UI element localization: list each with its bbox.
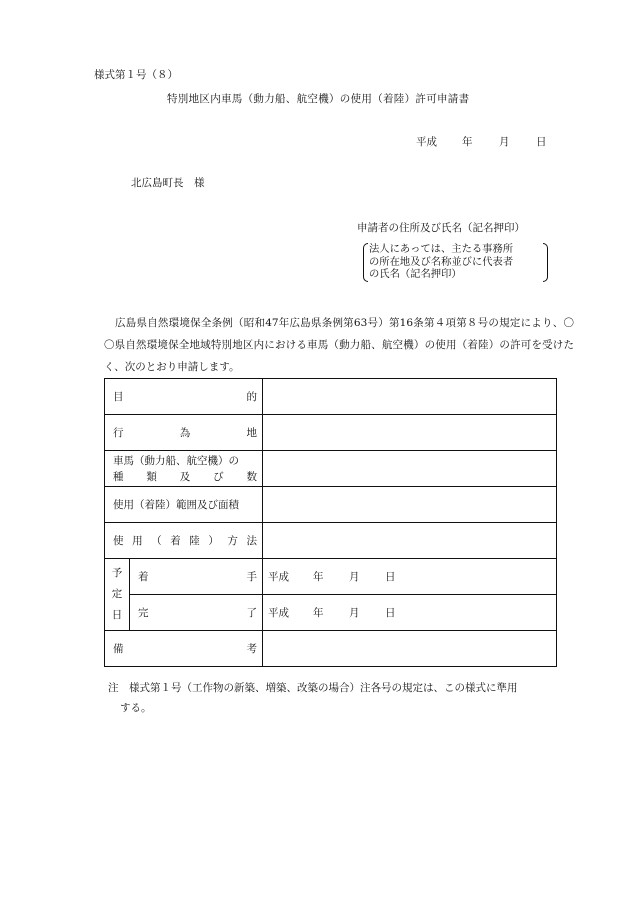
body-text: 広島県自然環境保全条例（昭和47年広島県条例第63号）第16条第４項第８号の規定により、〇〇県自然環境保全地域特別地区内における車馬（動力船、航空機）の使用（着陸）の許可を受けたく、次のとおり申請します。 bbox=[104, 317, 574, 373]
left-bracket bbox=[363, 243, 368, 282]
corporation-note-line: 法人にあっては、主たる事務所 bbox=[369, 243, 514, 255]
finish-date-field[interactable]: 平成 年 月 日 bbox=[263, 595, 557, 631]
usage-area-field[interactable] bbox=[263, 487, 557, 523]
date-era: 平成 bbox=[416, 136, 437, 148]
table-row bbox=[105, 631, 557, 667]
right-bracket bbox=[543, 243, 548, 282]
finish-label: 完 了 bbox=[130, 595, 263, 631]
table-row bbox=[105, 487, 557, 523]
usage-method-field[interactable] bbox=[263, 523, 557, 559]
usage-method-label: 使 用 （ 着 陸 ） 方 法 bbox=[105, 523, 263, 559]
date-month-label: 月 bbox=[499, 136, 510, 148]
table-row bbox=[105, 559, 557, 595]
table-row bbox=[105, 523, 557, 559]
vehicle-type-field[interactable] bbox=[263, 451, 557, 487]
table-row bbox=[105, 595, 557, 631]
application-table bbox=[104, 378, 557, 667]
table-row bbox=[105, 415, 557, 451]
location-label: 行 為 地 bbox=[105, 415, 263, 451]
purpose-label: 目 的 bbox=[105, 379, 263, 415]
application-date bbox=[416, 137, 547, 148]
footnote-line: する。 bbox=[120, 702, 152, 714]
form-number: 様式第１号（８） bbox=[94, 69, 178, 81]
location-field[interactable] bbox=[263, 415, 557, 451]
footnote-line: 注 様式第１号（工作物の新築、増築、改築の場合）注各号の規定は、この様式に準用 bbox=[108, 682, 518, 694]
corporation-note-line: の氏名（記名押印） bbox=[369, 268, 462, 280]
vehicle-type-label: 車馬（動力船、航空機）の 種 類 及 び 数 bbox=[105, 451, 263, 487]
corporation-note bbox=[366, 243, 544, 280]
date-year-label: 年 bbox=[462, 136, 473, 148]
remarks-field[interactable] bbox=[263, 631, 557, 667]
footnote bbox=[108, 678, 578, 718]
start-label: 着 手 bbox=[130, 559, 263, 595]
applicant-label: 申請者の住所及び氏名（記名押印） bbox=[357, 222, 525, 234]
table-row bbox=[105, 379, 557, 415]
start-date-field[interactable]: 平成 年 月 日 bbox=[263, 559, 557, 595]
purpose-field[interactable] bbox=[263, 379, 557, 415]
scheduled-date-label: 予 定 日 bbox=[105, 559, 130, 631]
document-title: 特別地区内車馬（動力船、航空機）の使用（着陸）許可申請書 bbox=[167, 93, 470, 105]
remarks-label: 備 考 bbox=[105, 631, 263, 667]
usage-area-label: 使用（着陸）範囲及び面積 bbox=[105, 487, 263, 523]
table-row bbox=[105, 451, 557, 487]
corporation-note-line: の所在地及び名称並びに代表者 bbox=[369, 255, 514, 268]
date-day-label: 日 bbox=[536, 136, 547, 148]
addressee: 北広島町長 様 bbox=[131, 177, 205, 189]
